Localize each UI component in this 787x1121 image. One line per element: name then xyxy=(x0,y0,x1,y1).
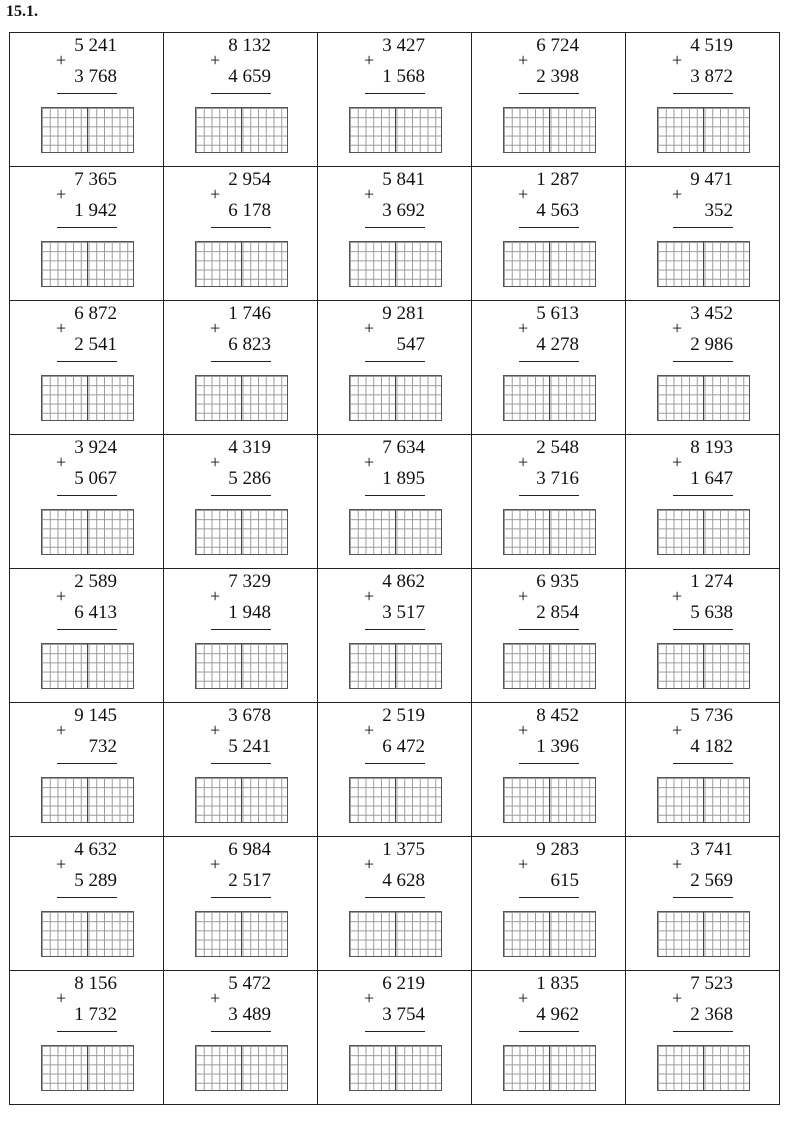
first-addend: 8 132 xyxy=(228,35,271,56)
second-addend: 3 489 xyxy=(228,1004,271,1025)
exercise-title: 15.1. xyxy=(6,3,38,20)
first-addend: 2 548 xyxy=(536,437,579,458)
problem-cell xyxy=(318,33,472,167)
first-addend: 4 319 xyxy=(228,437,271,458)
first-addend: 5 241 xyxy=(74,35,117,56)
addition-problem xyxy=(164,569,317,702)
sum-line xyxy=(57,897,117,898)
answer-grid[interactable] xyxy=(657,911,750,957)
sum-line xyxy=(57,629,117,630)
addition-problem xyxy=(318,167,471,300)
second-addend: 5 241 xyxy=(228,736,271,757)
problem-cell xyxy=(318,301,472,435)
addition-problem xyxy=(10,703,163,836)
plus-sign: + xyxy=(518,586,529,606)
first-addend: 6 724 xyxy=(536,35,579,56)
first-addend: 9 145 xyxy=(74,705,117,726)
addition-problem xyxy=(318,301,471,434)
addition-problem xyxy=(318,837,471,970)
problem-cell xyxy=(164,167,318,301)
plus-sign: + xyxy=(56,586,67,606)
second-addend: 4 962 xyxy=(536,1004,579,1025)
answer-grid[interactable] xyxy=(503,241,596,287)
problem-cell xyxy=(318,435,472,569)
problem-cell xyxy=(164,569,318,703)
problems-grid xyxy=(9,32,780,1105)
second-addend: 6 413 xyxy=(74,602,117,623)
problem-cell xyxy=(10,435,164,569)
problem-cell xyxy=(626,703,780,837)
first-addend: 3 924 xyxy=(74,437,117,458)
problem-cell xyxy=(472,301,626,435)
plus-sign: + xyxy=(672,720,683,740)
first-addend: 2 589 xyxy=(74,571,117,592)
problem-cell xyxy=(164,435,318,569)
problem-row xyxy=(10,569,780,703)
addition-problem xyxy=(164,301,317,434)
answer-grid[interactable] xyxy=(657,241,750,287)
plus-sign: + xyxy=(210,720,221,740)
first-addend: 3 452 xyxy=(690,303,733,324)
answer-grid[interactable] xyxy=(349,777,442,823)
answer-grid[interactable] xyxy=(503,375,596,421)
sum-line xyxy=(211,629,271,630)
sum-line xyxy=(211,93,271,94)
problem-cell xyxy=(626,167,780,301)
plus-sign: + xyxy=(210,452,221,472)
answer-grid[interactable] xyxy=(657,777,750,823)
problem-cell xyxy=(472,971,626,1105)
second-addend: 1 895 xyxy=(382,468,425,489)
sum-line xyxy=(519,1031,579,1032)
addition-problem xyxy=(318,435,471,568)
second-addend: 3 517 xyxy=(382,602,425,623)
answer-grid[interactable] xyxy=(349,643,442,689)
addition-problem xyxy=(10,569,163,702)
problem-cell xyxy=(164,703,318,837)
plus-sign: + xyxy=(518,452,529,472)
sum-line xyxy=(365,763,425,764)
plus-sign: + xyxy=(672,854,683,874)
addition-problem xyxy=(472,569,625,702)
first-addend: 5 613 xyxy=(536,303,579,324)
answer-grid[interactable] xyxy=(195,509,288,555)
sum-line xyxy=(211,763,271,764)
problem-cell xyxy=(164,971,318,1105)
plus-sign: + xyxy=(672,50,683,70)
second-addend: 3 872 xyxy=(690,66,733,87)
plus-sign: + xyxy=(364,184,375,204)
addition-problem xyxy=(10,971,163,1104)
plus-sign: + xyxy=(364,854,375,874)
plus-sign: + xyxy=(518,318,529,338)
addition-problem xyxy=(472,703,625,836)
problem-cell xyxy=(472,703,626,837)
second-addend: 5 289 xyxy=(74,870,117,891)
plus-sign: + xyxy=(56,988,67,1008)
second-addend: 4 659 xyxy=(228,66,271,87)
answer-grid[interactable] xyxy=(41,107,134,153)
second-addend: 5 638 xyxy=(690,602,733,623)
problem-cell xyxy=(472,569,626,703)
first-addend: 5 841 xyxy=(382,169,425,190)
answer-grid[interactable] xyxy=(503,643,596,689)
answer-grid[interactable] xyxy=(657,107,750,153)
first-addend: 6 872 xyxy=(74,303,117,324)
addition-problem xyxy=(10,167,163,300)
second-addend: 2 398 xyxy=(536,66,579,87)
addition-problem xyxy=(164,837,317,970)
plus-sign: + xyxy=(518,854,529,874)
answer-grid[interactable] xyxy=(503,1045,596,1091)
plus-sign: + xyxy=(364,318,375,338)
problem-cell xyxy=(472,435,626,569)
sum-line xyxy=(57,227,117,228)
sum-line xyxy=(57,1031,117,1032)
problem-cell xyxy=(164,33,318,167)
second-addend: 732 xyxy=(88,736,117,757)
sum-line xyxy=(365,897,425,898)
sum-line xyxy=(673,227,733,228)
second-addend: 4 628 xyxy=(382,870,425,891)
first-addend: 5 736 xyxy=(690,705,733,726)
first-addend: 3 678 xyxy=(228,705,271,726)
addition-problem xyxy=(472,301,625,434)
addition-problem xyxy=(164,703,317,836)
second-addend: 4 182 xyxy=(690,736,733,757)
answer-grid[interactable] xyxy=(657,1045,750,1091)
first-addend: 7 329 xyxy=(228,571,271,592)
answer-grid[interactable] xyxy=(503,777,596,823)
first-addend: 3 427 xyxy=(382,35,425,56)
answer-grid[interactable] xyxy=(195,375,288,421)
problem-cell xyxy=(318,837,472,971)
second-addend: 6 472 xyxy=(382,736,425,757)
first-addend: 4 862 xyxy=(382,571,425,592)
second-addend: 5 286 xyxy=(228,468,271,489)
plus-sign: + xyxy=(210,988,221,1008)
sum-line xyxy=(211,361,271,362)
addition-problem xyxy=(318,703,471,836)
problem-cell xyxy=(318,971,472,1105)
first-addend: 4 519 xyxy=(690,35,733,56)
first-addend: 1 746 xyxy=(228,303,271,324)
sum-line xyxy=(211,495,271,496)
addition-problem xyxy=(472,971,625,1104)
plus-sign: + xyxy=(56,50,67,70)
answer-grid[interactable] xyxy=(349,911,442,957)
sum-line xyxy=(673,1031,733,1032)
problem-cell xyxy=(318,569,472,703)
first-addend: 2 954 xyxy=(228,169,271,190)
sum-line xyxy=(57,361,117,362)
problem-cell xyxy=(626,301,780,435)
sum-line xyxy=(365,1031,425,1032)
first-addend: 6 984 xyxy=(228,839,271,860)
problem-cell xyxy=(10,33,164,167)
addition-problem xyxy=(10,837,163,970)
problem-cell xyxy=(626,569,780,703)
second-addend: 1 568 xyxy=(382,66,425,87)
sum-line xyxy=(673,361,733,362)
problem-row xyxy=(10,837,780,971)
second-addend: 547 xyxy=(396,334,425,355)
plus-sign: + xyxy=(518,720,529,740)
problem-cell xyxy=(10,301,164,435)
second-addend: 615 xyxy=(550,870,579,891)
addition-problem xyxy=(472,837,625,970)
first-addend: 8 156 xyxy=(74,973,117,994)
first-addend: 1 375 xyxy=(382,839,425,860)
problem-cell xyxy=(10,569,164,703)
plus-sign: + xyxy=(672,452,683,472)
sum-line xyxy=(519,629,579,630)
answer-grid[interactable] xyxy=(41,911,134,957)
plus-sign: + xyxy=(56,720,67,740)
first-addend: 8 452 xyxy=(536,705,579,726)
problem-cell xyxy=(472,33,626,167)
problem-cell xyxy=(626,33,780,167)
sum-line xyxy=(211,227,271,228)
sum-line xyxy=(519,227,579,228)
second-addend: 3 692 xyxy=(382,200,425,221)
plus-sign: + xyxy=(672,184,683,204)
plus-sign: + xyxy=(672,586,683,606)
answer-grid[interactable] xyxy=(41,1045,134,1091)
second-addend: 2 854 xyxy=(536,602,579,623)
plus-sign: + xyxy=(672,318,683,338)
addition-problem xyxy=(164,435,317,568)
answer-grid[interactable] xyxy=(657,509,750,555)
plus-sign: + xyxy=(56,318,67,338)
plus-sign: + xyxy=(364,988,375,1008)
answer-grid[interactable] xyxy=(41,509,134,555)
problem-row xyxy=(10,971,780,1105)
problem-cell xyxy=(10,167,164,301)
problem-row xyxy=(10,33,780,167)
addition-problem xyxy=(164,167,317,300)
sum-line xyxy=(519,93,579,94)
first-addend: 6 219 xyxy=(382,973,425,994)
sum-line xyxy=(365,629,425,630)
plus-sign: + xyxy=(56,452,67,472)
problem-cell xyxy=(10,837,164,971)
second-addend: 1 647 xyxy=(690,468,733,489)
plus-sign: + xyxy=(364,50,375,70)
first-addend: 7 634 xyxy=(382,437,425,458)
addition-problem xyxy=(472,33,625,166)
plus-sign: + xyxy=(364,586,375,606)
answer-grid[interactable] xyxy=(41,375,134,421)
problem-row xyxy=(10,435,780,569)
addition-problem xyxy=(164,971,317,1104)
addition-problem xyxy=(626,435,779,568)
sum-line xyxy=(211,1031,271,1032)
addition-problem xyxy=(164,33,317,166)
answer-grid[interactable] xyxy=(195,107,288,153)
first-addend: 3 741 xyxy=(690,839,733,860)
sum-line xyxy=(57,93,117,94)
first-addend: 9 471 xyxy=(690,169,733,190)
addition-problem xyxy=(626,971,779,1104)
plus-sign: + xyxy=(56,184,67,204)
answer-grid[interactable] xyxy=(349,107,442,153)
answer-grid[interactable] xyxy=(349,1045,442,1091)
sum-line xyxy=(673,897,733,898)
second-addend: 2 517 xyxy=(228,870,271,891)
answer-grid[interactable] xyxy=(195,911,288,957)
addition-problem xyxy=(626,569,779,702)
problem-cell xyxy=(10,971,164,1105)
answer-grid[interactable] xyxy=(195,1045,288,1091)
first-addend: 9 281 xyxy=(382,303,425,324)
sum-line xyxy=(365,361,425,362)
sum-line xyxy=(673,495,733,496)
addition-problem xyxy=(472,167,625,300)
answer-grid[interactable] xyxy=(503,509,596,555)
answer-grid[interactable] xyxy=(657,643,750,689)
sum-line xyxy=(365,495,425,496)
problem-cell xyxy=(626,435,780,569)
sum-line xyxy=(673,629,733,630)
sum-line xyxy=(519,763,579,764)
first-addend: 7 365 xyxy=(74,169,117,190)
answer-grid[interactable] xyxy=(195,643,288,689)
plus-sign: + xyxy=(364,452,375,472)
addition-problem xyxy=(10,435,163,568)
second-addend: 6 823 xyxy=(228,334,271,355)
addition-problem xyxy=(10,33,163,166)
addition-problem xyxy=(626,301,779,434)
answer-grid[interactable] xyxy=(41,643,134,689)
sum-line xyxy=(57,495,117,496)
answer-grid[interactable] xyxy=(41,241,134,287)
second-addend: 1 396 xyxy=(536,736,579,757)
second-addend: 6 178 xyxy=(228,200,271,221)
first-addend: 7 523 xyxy=(690,973,733,994)
second-addend: 2 541 xyxy=(74,334,117,355)
sum-line xyxy=(365,93,425,94)
sum-line xyxy=(57,763,117,764)
plus-sign: + xyxy=(672,988,683,1008)
answer-grid[interactable] xyxy=(195,241,288,287)
first-addend: 1 287 xyxy=(536,169,579,190)
problem-cell xyxy=(626,837,780,971)
answer-grid[interactable] xyxy=(503,911,596,957)
first-addend: 4 632 xyxy=(74,839,117,860)
first-addend: 5 472 xyxy=(228,973,271,994)
second-addend: 352 xyxy=(704,200,733,221)
second-addend: 2 986 xyxy=(690,334,733,355)
addition-problem xyxy=(626,837,779,970)
addition-problem xyxy=(318,971,471,1104)
addition-problem xyxy=(318,569,471,702)
second-addend: 1 732 xyxy=(74,1004,117,1025)
second-addend: 2 569 xyxy=(690,870,733,891)
answer-grid[interactable] xyxy=(41,777,134,823)
problem-cell xyxy=(472,167,626,301)
second-addend: 3 754 xyxy=(382,1004,425,1025)
second-addend: 1 948 xyxy=(228,602,271,623)
problem-row xyxy=(10,301,780,435)
sum-line xyxy=(211,897,271,898)
first-addend: 8 193 xyxy=(690,437,733,458)
plus-sign: + xyxy=(518,50,529,70)
second-addend: 5 067 xyxy=(74,468,117,489)
first-addend: 1 835 xyxy=(536,973,579,994)
problem-cell xyxy=(318,167,472,301)
second-addend: 3 716 xyxy=(536,468,579,489)
problem-cell xyxy=(472,837,626,971)
addition-problem xyxy=(318,33,471,166)
plus-sign: + xyxy=(364,720,375,740)
problem-row xyxy=(10,167,780,301)
addition-problem xyxy=(626,33,779,166)
plus-sign: + xyxy=(210,854,221,874)
problem-cell xyxy=(626,971,780,1105)
problem-row xyxy=(10,703,780,837)
second-addend: 2 368 xyxy=(690,1004,733,1025)
problem-cell xyxy=(164,837,318,971)
plus-sign: + xyxy=(210,586,221,606)
answer-grid[interactable] xyxy=(349,509,442,555)
answer-grid[interactable] xyxy=(657,375,750,421)
sum-line xyxy=(519,361,579,362)
addition-problem xyxy=(626,167,779,300)
sum-line xyxy=(673,93,733,94)
sum-line xyxy=(519,495,579,496)
second-addend: 4 563 xyxy=(536,200,579,221)
answer-grid[interactable] xyxy=(349,241,442,287)
second-addend: 3 768 xyxy=(74,66,117,87)
plus-sign: + xyxy=(210,318,221,338)
plus-sign: + xyxy=(56,854,67,874)
plus-sign: + xyxy=(518,988,529,1008)
problem-cell xyxy=(164,301,318,435)
answer-grid[interactable] xyxy=(195,777,288,823)
second-addend: 4 278 xyxy=(536,334,579,355)
first-addend: 9 283 xyxy=(536,839,579,860)
first-addend: 2 519 xyxy=(382,705,425,726)
answer-grid[interactable] xyxy=(349,375,442,421)
plus-sign: + xyxy=(210,50,221,70)
addition-problem xyxy=(472,435,625,568)
plus-sign: + xyxy=(210,184,221,204)
sum-line xyxy=(673,763,733,764)
first-addend: 6 935 xyxy=(536,571,579,592)
second-addend: 1 942 xyxy=(74,200,117,221)
problem-cell xyxy=(10,703,164,837)
sum-line xyxy=(365,227,425,228)
addition-problem xyxy=(626,703,779,836)
addition-problem xyxy=(10,301,163,434)
answer-grid[interactable] xyxy=(503,107,596,153)
first-addend: 1 274 xyxy=(690,571,733,592)
sum-line xyxy=(519,897,579,898)
problem-cell xyxy=(318,703,472,837)
plus-sign: + xyxy=(518,184,529,204)
